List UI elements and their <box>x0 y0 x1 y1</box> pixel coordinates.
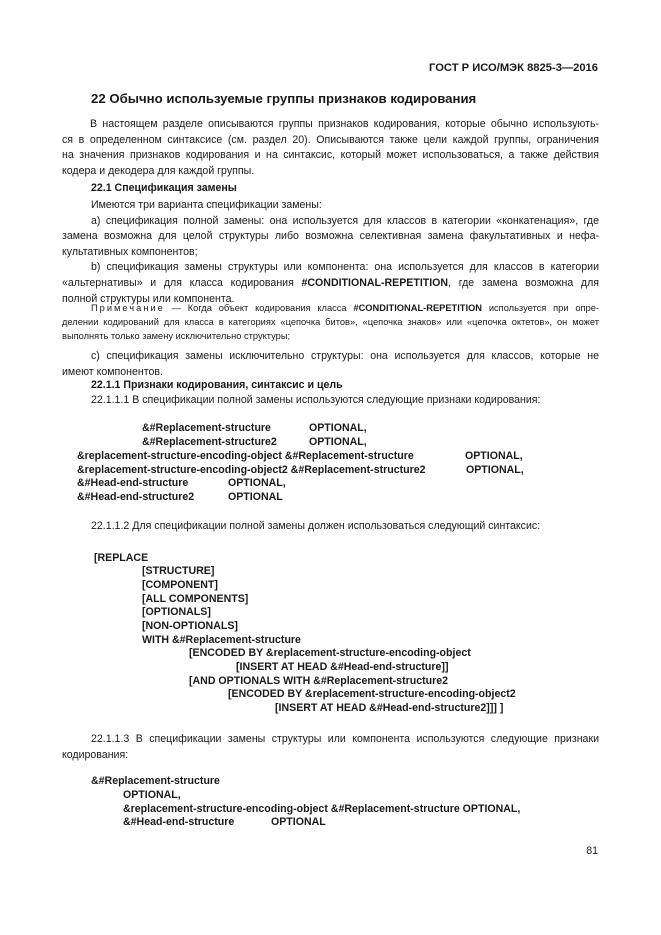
code2-line: [NON-OPTIONALS] <box>142 620 238 632</box>
intro-line: на значения признаков кодирования и на синтаксис, который может использоваться, а также действия <box>62 149 599 162</box>
intro-line: В настоящем разделе описываются группы признаков кодирования, которые обычно использують- <box>90 118 599 130</box>
note-line: выполнять только замену исключительно структуры; <box>62 331 291 341</box>
code1-optional: OPTIONAL <box>228 491 283 503</box>
code2-line: [REPLACE <box>94 552 149 564</box>
code2-line: [ALL COMPONENTS] <box>142 593 249 605</box>
item-b-line <box>62 276 599 292</box>
section-title: 22 Обычно используемые группы признаков кодирования <box>91 91 477 106</box>
code2-line: [STRUCTURE] <box>142 565 215 577</box>
subsection-title-22-1: 22.1 Спецификация замены <box>91 182 237 194</box>
item-c <box>62 349 599 380</box>
item-b-line: b) спецификация замены структуры или компонента: она используется для классов в категории <box>91 261 599 274</box>
clause-22-1-1-2: 22.1.1.2 Для спецификации полной замены должен использоваться следующий синтаксис: <box>91 520 541 532</box>
conditional-repetition-class: #CONDITIONAL-REPETITION <box>301 276 449 289</box>
code2-line: [AND OPTIONALS WITH &#Replacement-structure2 <box>189 675 448 687</box>
item-c-line: с) спецификация замены исключительно структуры: она используется для классов, которые не <box>91 350 599 362</box>
clause-22-1-1-3 <box>62 732 599 763</box>
code2-line: [COMPONENT] <box>142 579 218 591</box>
code1-item: &replacement-structure-encoding-object2 &#Replacement-structure2 <box>77 464 426 476</box>
page-number: 81 <box>586 845 598 857</box>
subsection-title-22-1-1: 22.1.1 Признаки кодирования, синтаксис и цель <box>91 379 343 391</box>
code3-line: &replacement-structure-encoding-object &#Replacement-structure OPTIONAL, <box>123 803 521 815</box>
item-a-line: культативных компонентов; <box>62 245 198 258</box>
note-line: делении кодирований для класса в категориях «цепочка битов», «цепочка знаков» или «цепочка октетов», он может <box>62 317 599 327</box>
section-intro <box>62 117 599 179</box>
code1-optional: OPTIONAL, <box>309 422 367 434</box>
item-a-line: а) спецификация полной замены: она используется для классов в категории «конкатенация», где <box>91 214 599 227</box>
note-line <box>62 301 599 315</box>
code1-optional: OPTIONAL, <box>465 450 523 462</box>
note-class-name: #CONDITIONAL-REPETITION <box>353 303 483 313</box>
code2-line: WITH &#Replacement-structure <box>142 634 301 646</box>
note-text: используется при опре- <box>482 303 599 313</box>
intro-line: ся в определенном синтаксисе (см. раздел 20). Описываются также цели каждой группы, ограничения <box>62 133 599 146</box>
code1-optional: OPTIONAL, <box>228 477 286 489</box>
note <box>62 301 599 343</box>
item-b-text: «альтернативы» и для класса кодирования <box>62 276 302 289</box>
clause-line: 22.1.1.3 В спецификации замены структуры или компонента используются следующие признаки <box>91 733 599 745</box>
code1-item: &#Replacement-structure2 <box>142 436 277 448</box>
code1-optional: OPTIONAL, <box>309 436 367 448</box>
note-text: Когда объект кодирования класса <box>187 303 354 313</box>
code1-item: &#Head-end-structure2 <box>77 491 195 503</box>
replacement-variants <box>62 198 599 307</box>
code2-line: [ENCODED BY &replacement-structure-encoding-object <box>189 647 471 659</box>
code3-line: OPTIONAL, <box>123 789 181 801</box>
item-c-line: имеют компонентов. <box>62 365 163 378</box>
note-label: Примечание <box>91 303 165 313</box>
item-a-line: замена возможна для целой структуры либо возможна селективная замена факультативных и нефа- <box>62 230 599 243</box>
intro-line: кодера и декодера для каждой группы. <box>62 164 255 177</box>
code1-item: &replacement-structure-encoding-object &#Replacement-structure <box>77 450 414 462</box>
code1-item: &#Head-end-structure <box>77 477 189 489</box>
code1-optional: OPTIONAL, <box>466 464 524 476</box>
note-dash: — <box>164 303 188 313</box>
code3-line: &#Replacement-structure <box>91 775 220 787</box>
code2-line: [ENCODED BY &replacement-structure-encoding-object2 <box>228 688 516 700</box>
item-b-text: , где замена возможна для <box>448 276 599 289</box>
clause-line: кодирования: <box>62 748 129 761</box>
item-b-line: полной структуры или компонента. <box>62 292 235 305</box>
code2-line: [INSERT AT HEAD &#Head-end-structure2]]] ] <box>275 702 504 714</box>
clause-22-1-1-1: 22.1.1.1 В спецификации полной замены используются следующие признаки кодирования: <box>91 394 541 406</box>
code2-line: [INSERT AT HEAD &#Head-end-structure]] <box>236 661 449 673</box>
document-header: ГОСТ Р ИСО/МЭК 8825-3—2016 <box>429 62 598 74</box>
code2-line: [OPTIONALS] <box>142 606 211 618</box>
code3-line: OPTIONAL <box>271 816 326 828</box>
code3-line: &#Head-end-structure <box>123 816 235 828</box>
variants-lead: Имеются три варианта спецификации замены: <box>91 199 322 211</box>
code1-item: &#Replacement-structure <box>142 422 271 434</box>
